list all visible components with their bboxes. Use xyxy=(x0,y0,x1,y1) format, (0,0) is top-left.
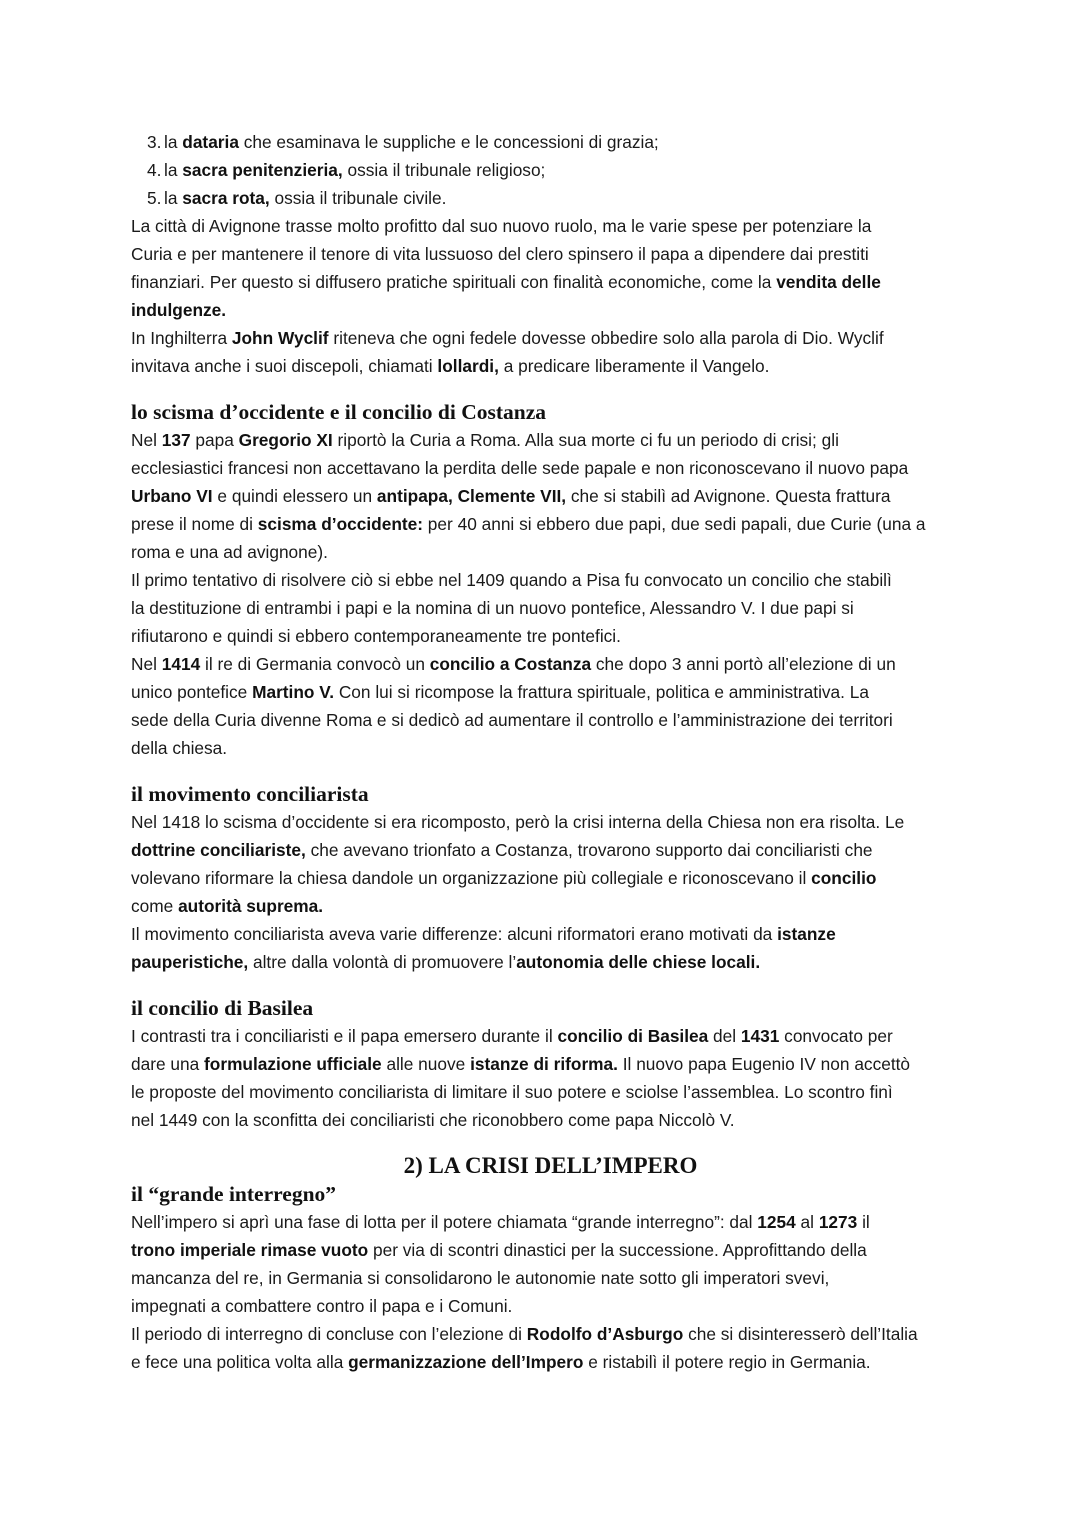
bold-text: sacra rota, xyxy=(182,188,270,208)
list-item: 4. la sacra penitenzieria, ossia il tribunale religioso; xyxy=(131,156,970,184)
text-line: invitava anche i suoi discepoli, chiamati lollardi, a predicare liberamente il Vangelo. xyxy=(131,356,770,376)
section-heading: il movimento conciliarista xyxy=(131,782,369,806)
final-section xyxy=(131,1180,970,1376)
numbered-list xyxy=(131,128,970,212)
chapter-title: 2) LA CRISI DELL’IMPERO xyxy=(403,1153,698,1178)
text-line: Il movimento conciliarista aveva varie differenze: alcuni riformatori erano motivati da istanze xyxy=(131,924,836,944)
text-line: impegnati a combattere contro il papa e i Comuni. xyxy=(131,1296,513,1316)
bold-text: scisma d’occidente: xyxy=(257,514,423,534)
section-heading: il concilio di Basilea xyxy=(131,996,314,1020)
text-line: mancanza del re, in Germania si consolidarono le autonomie nate sotto gli imperatori svevi, xyxy=(131,1268,830,1288)
bold-text: dottrine conciliariste, xyxy=(131,840,306,860)
section-heading: il “grande interregno” xyxy=(131,1182,337,1206)
bold-text: concilio a Costanza xyxy=(429,654,592,674)
text-line: sede della Curia divenne Roma e si dedicò ad aumentare il controllo e l’amministrazione dei territori xyxy=(131,710,893,730)
text-line: e fece una politica volta alla germanizzazione dell’Impero e ristabilì il potere regio in Germania. xyxy=(131,1352,871,1372)
section xyxy=(131,780,970,976)
bold-text: vendita delle xyxy=(776,272,881,292)
section-heading: lo scisma d’occidente e il concilio di Costanza xyxy=(131,400,547,424)
bold-text: concilio xyxy=(811,868,877,888)
bold-text: Gregorio XI xyxy=(238,430,333,450)
text-line: ecclesiastici francesi non accettavano la perdita delle sede papale e non riconoscevano il nuovo papa xyxy=(131,458,909,478)
text-line: Nell’impero si aprì una fase di lotta per il potere chiamata “grande interregno”: dal 1254 al 1273 il xyxy=(131,1212,870,1232)
text-line: Il primo tentativo di risolvere ciò si ebbe nel 1409 quando a Pisa fu convocato un concilio che stabilì xyxy=(131,570,892,590)
text-line: rifiutarono e quindi si ebbero contemporaneamente tre pontefici. xyxy=(131,626,621,646)
bold-text: Urbano VI xyxy=(131,486,213,506)
list-item: 5. la sacra rota, ossia il tribunale civile. xyxy=(131,184,970,212)
section xyxy=(131,398,970,762)
text-line: Urbano VI e quindi elessero un antipapa, Clemente VII, che si stabilì ad Avignone. Questa frattura xyxy=(131,486,891,506)
bold-text: istanze xyxy=(777,924,836,944)
bold-text: autonomia delle chiese locali. xyxy=(516,952,761,972)
intro-text xyxy=(131,212,970,380)
text-line: la destituzione di entrambi i papi e la nomina di un nuovo pontefice, Alessandro V. I due papi si xyxy=(131,598,854,618)
bold-text: germanizzazione dell’Impero xyxy=(348,1352,584,1372)
text-line: unico pontefice Martino V. Con lui si ricompose la frattura spirituale, politica e amministrativa. La xyxy=(131,682,869,702)
text-line: Nel 1414 il re di Germania convocò un concilio a Costanza che dopo 3 anni portò all’elezione di un xyxy=(131,654,896,674)
bold-text: John Wyclif xyxy=(231,328,329,348)
bold-text: istanze di riforma. xyxy=(470,1054,618,1074)
text-line: trono imperiale rimase vuoto per via di scontri dinastici per la successione. Approfittando della xyxy=(131,1240,867,1260)
text-line: La città di Avignone trasse molto profitto dal suo nuovo ruolo, ma le varie spese per potenziare la xyxy=(131,216,872,236)
bold-text: 1414 xyxy=(161,654,201,674)
bold-text: Rodolfo d’Asburgo xyxy=(526,1324,684,1344)
bold-text: 137 xyxy=(161,430,191,450)
bold-text: trono imperiale rimase vuoto xyxy=(131,1240,369,1260)
bold-text: concilio di Basilea xyxy=(557,1026,709,1046)
text-line: Il periodo di interregno di concluse con l’elezione di Rodolfo d’Asburgo che si disinteresserò dell’Italia xyxy=(131,1324,918,1344)
bold-text: pauperistiche, xyxy=(131,952,249,972)
list-number: 5. xyxy=(147,188,162,208)
text-line: dottrine conciliariste, che avevano trionfato a Costanza, trovarono supporto dai conciliaristi che xyxy=(131,840,873,860)
text-line: pauperistiche, altre dalla volontà di promuovere l’autonomia delle chiese locali. xyxy=(131,952,761,972)
bold-text: lollardi, xyxy=(437,356,499,376)
bold-text: indulgenze. xyxy=(131,300,227,320)
text-line: finanziari. Per questo si diffusero pratiche spirituali con finalità economiche, come la vendita delle xyxy=(131,272,881,292)
text-line: come autorità suprema. xyxy=(131,896,324,916)
text-line: della chiesa. xyxy=(131,738,228,758)
bold-text: antipapa, Clemente VII, xyxy=(376,486,567,506)
text-line: dare una formulazione ufficiale alle nuove istanze di riforma. Il nuovo papa Eugenio IV non accettò xyxy=(131,1054,911,1074)
bold-text: formulazione ufficiale xyxy=(204,1054,382,1074)
list-number: 4. xyxy=(147,160,162,180)
sections xyxy=(131,398,970,1134)
text-line: prese il nome di scisma d’occidente: per 40 anni si ebbero due papi, due sedi papali, due Curie (una a xyxy=(131,514,926,534)
text-line: Nel 137 papa Gregorio XI riportò la Curia a Roma. Alla sua morte ci fu un periodo di crisi; gli xyxy=(131,430,839,450)
text-line: In Inghilterra John Wyclif riteneva che ogni fedele dovesse obbedire solo alla parola di Dio. Wyclif xyxy=(131,328,884,348)
text-line: le proposte del movimento conciliarista di limitare il suo potere e sciolse l’assemblea. Lo scontro finì xyxy=(131,1082,893,1102)
list-item: 3. la dataria che esaminava le suppliche e le concessioni di grazia; xyxy=(131,128,970,156)
section xyxy=(131,994,970,1134)
bold-text: dataria xyxy=(182,132,239,152)
bold-text: Martino V. xyxy=(252,682,335,702)
text-line: volevano riformare la chiesa dandole un organizzazione più collegiale e riconoscevano il concilio xyxy=(131,868,877,888)
bold-text: sacra penitenzieria, xyxy=(182,160,343,180)
text-line: Curia e per mantenere il tenore di vita lussuoso del clero spinsero il papa a dipendere dai prestiti xyxy=(131,244,869,264)
bold-text: autorità suprema. xyxy=(178,896,324,916)
text-line: nel 1449 con la sconfitta dei conciliaristi che riconobbero come papa Niccolò V. xyxy=(131,1110,735,1130)
text-line: roma e una ad avignone). xyxy=(131,542,328,562)
bold-text: 1254 xyxy=(757,1212,796,1232)
text-line: I contrasti tra i conciliaristi e il papa emersero durante il concilio di Basilea del 1431 convocato per xyxy=(131,1026,893,1046)
text-line: Nel 1418 lo scisma d’occidente si era ricomposto, però la crisi interna della Chiesa non era risolta. Le xyxy=(131,812,905,832)
bold-text: 1273 xyxy=(818,1212,858,1232)
bold-text: 1431 xyxy=(740,1026,780,1046)
text-line xyxy=(131,296,970,324)
list-number: 3. xyxy=(147,132,162,152)
